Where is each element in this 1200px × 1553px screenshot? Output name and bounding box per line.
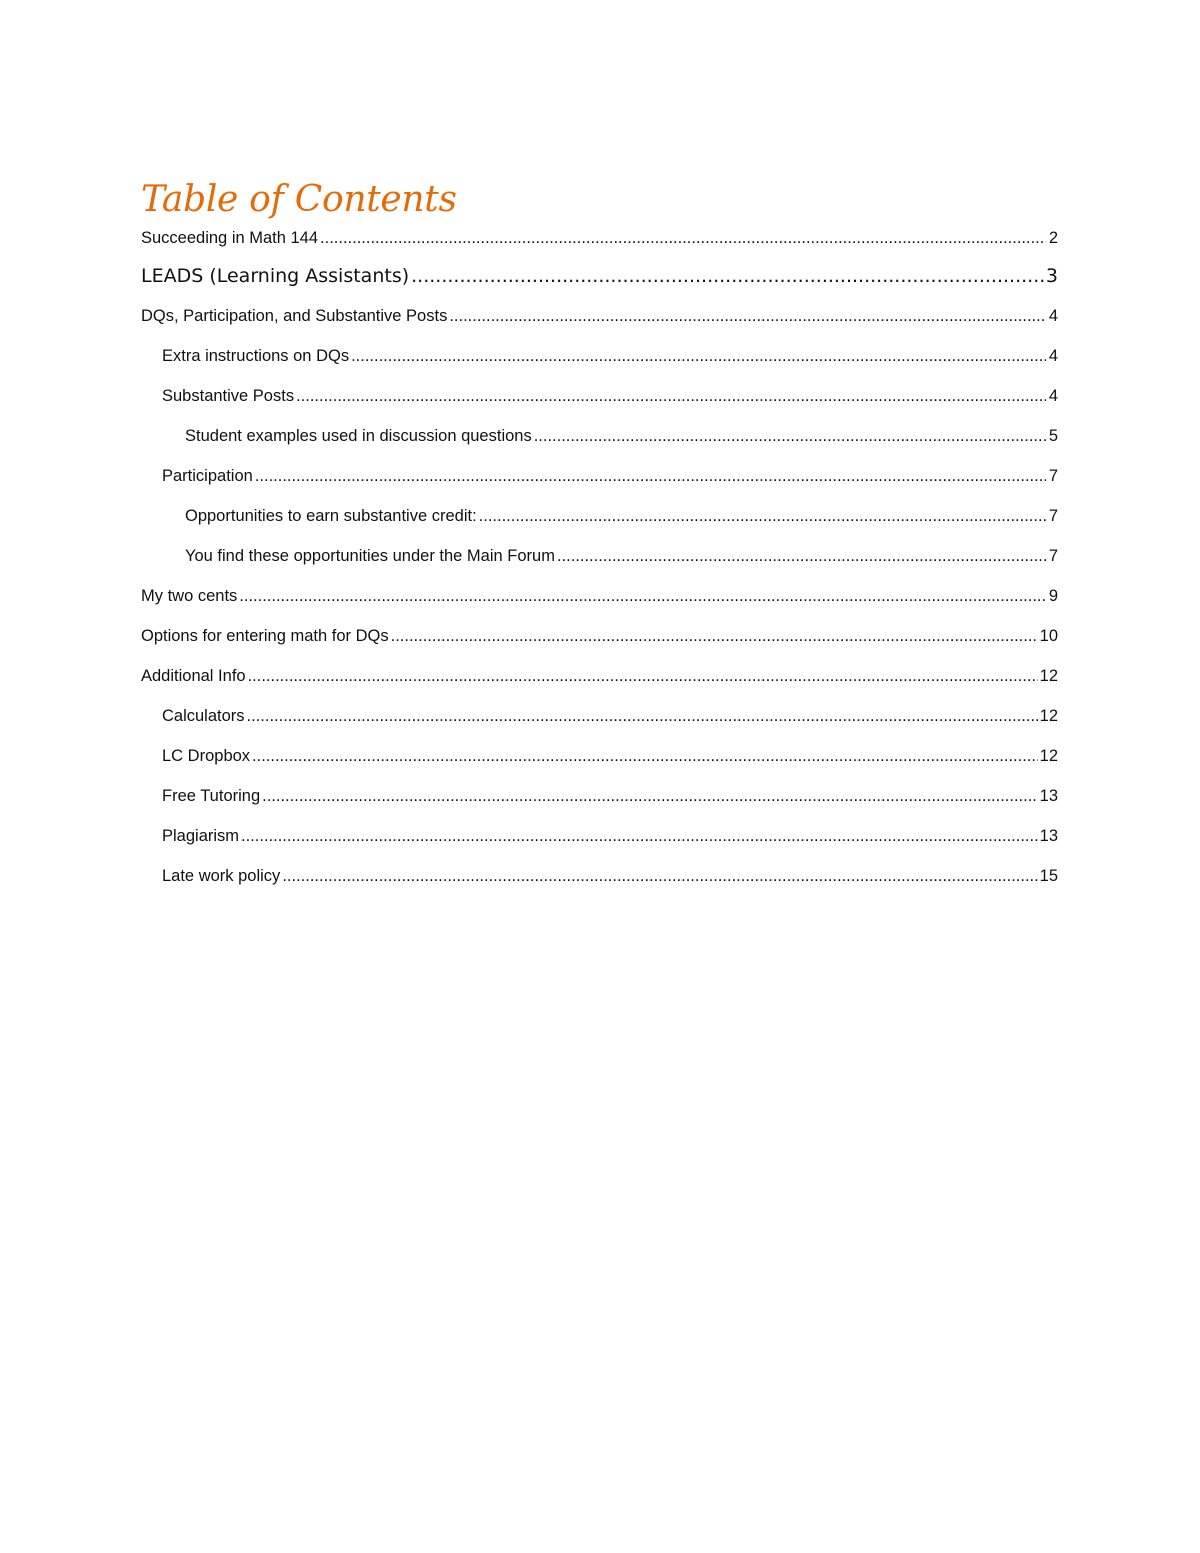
toc-dot-leader: [411, 266, 1044, 286]
toc-page-number: 5: [1048, 427, 1058, 445]
toc-page-number: 7: [1048, 507, 1058, 525]
toc-page-number: 3: [1045, 265, 1058, 287]
toc-entry-main-forum[interactable]: [141, 546, 1058, 586]
table-of-contents: [141, 178, 1058, 906]
toc-page-number: 2: [1048, 229, 1058, 247]
toc-page-number: 13: [1039, 827, 1058, 845]
toc-page-number: 7: [1048, 467, 1058, 485]
toc-entry-lc-dropbox[interactable]: [141, 746, 1058, 786]
toc-page-number: 12: [1039, 747, 1058, 765]
toc-dot-leader: [557, 546, 1046, 566]
toc-title: Table of Contents: [141, 179, 457, 220]
toc-entry-label: Participation: [162, 467, 253, 485]
toc-entry-student-examples[interactable]: [141, 426, 1058, 466]
toc-entry-extra-instructions[interactable]: [141, 346, 1058, 386]
toc-dot-leader: [262, 786, 1038, 806]
toc-dot-leader: [449, 306, 1046, 326]
toc-entry-options-for-math[interactable]: [141, 626, 1058, 666]
toc-page-number: 9: [1048, 587, 1058, 605]
toc-entry-label: LC Dropbox: [162, 747, 251, 765]
toc-list: [141, 228, 1058, 906]
toc-entry-label: You find these opportunities under the Main Forum: [185, 547, 555, 565]
toc-entry-label: Options for entering math for DQs: [141, 627, 389, 645]
toc-dot-leader: [296, 386, 1046, 406]
toc-page-number: 7: [1048, 547, 1058, 565]
toc-page-number: 4: [1048, 347, 1058, 365]
toc-entry-late-work-policy[interactable]: [141, 866, 1058, 906]
toc-entry-leads[interactable]: [141, 266, 1058, 306]
toc-entry-opportunities[interactable]: [141, 506, 1058, 546]
toc-page-number: 12: [1039, 707, 1058, 725]
toc-entry-label: Late work policy: [162, 867, 281, 885]
toc-dot-leader: [391, 626, 1038, 646]
toc-dot-leader: [351, 346, 1046, 366]
toc-entry-free-tutoring[interactable]: [141, 786, 1058, 826]
toc-dot-leader: [320, 228, 1046, 248]
toc-dot-leader: [534, 426, 1046, 446]
toc-entry-dqs-participation[interactable]: [141, 306, 1058, 346]
toc-page-number: 4: [1048, 387, 1058, 405]
toc-entry-label: Student examples used in discussion questions: [185, 427, 532, 445]
toc-entry-label: Succeeding in Math 144: [141, 229, 319, 247]
toc-entry-calculators[interactable]: [141, 706, 1058, 746]
toc-entry-label: Substantive Posts: [162, 387, 295, 405]
toc-page-number: 12: [1039, 667, 1058, 685]
toc-entry-plagiarism[interactable]: [141, 826, 1058, 866]
toc-entry-label: Plagiarism: [162, 827, 240, 845]
toc-entry-label: Calculators: [162, 707, 245, 725]
toc-entry-substantive-posts[interactable]: [141, 386, 1058, 426]
toc-page-number: 10: [1039, 627, 1058, 645]
toc-entry-succeeding-in-math-144[interactable]: [141, 228, 1058, 266]
toc-entry-my-two-cents[interactable]: [141, 586, 1058, 626]
toc-entry-label: My two cents: [141, 587, 238, 605]
toc-dot-leader: [479, 506, 1046, 526]
toc-page-number: 4: [1048, 307, 1058, 325]
toc-entry-additional-info[interactable]: [141, 666, 1058, 706]
toc-entry-label: LEADS (Learning Assistants): [141, 265, 410, 287]
toc-entry-label: Extra instructions on DQs: [162, 347, 350, 365]
toc-dot-leader: [241, 826, 1038, 846]
toc-entry-label: Free Tutoring: [162, 787, 261, 805]
toc-entry-label: DQs, Participation, and Substantive Posts: [141, 307, 448, 325]
toc-dot-leader: [255, 466, 1046, 486]
toc-dot-leader: [248, 666, 1038, 686]
toc-dot-leader: [252, 746, 1038, 766]
toc-page-number: 15: [1039, 867, 1058, 885]
toc-entry-participation[interactable]: [141, 466, 1058, 506]
toc-entry-label: Additional Info: [141, 667, 246, 685]
toc-entry-label: Opportunities to earn substantive credit:: [185, 507, 477, 525]
toc-dot-leader: [247, 706, 1038, 726]
toc-dot-leader: [282, 866, 1037, 886]
toc-page-number: 13: [1039, 787, 1058, 805]
toc-dot-leader: [239, 586, 1046, 606]
